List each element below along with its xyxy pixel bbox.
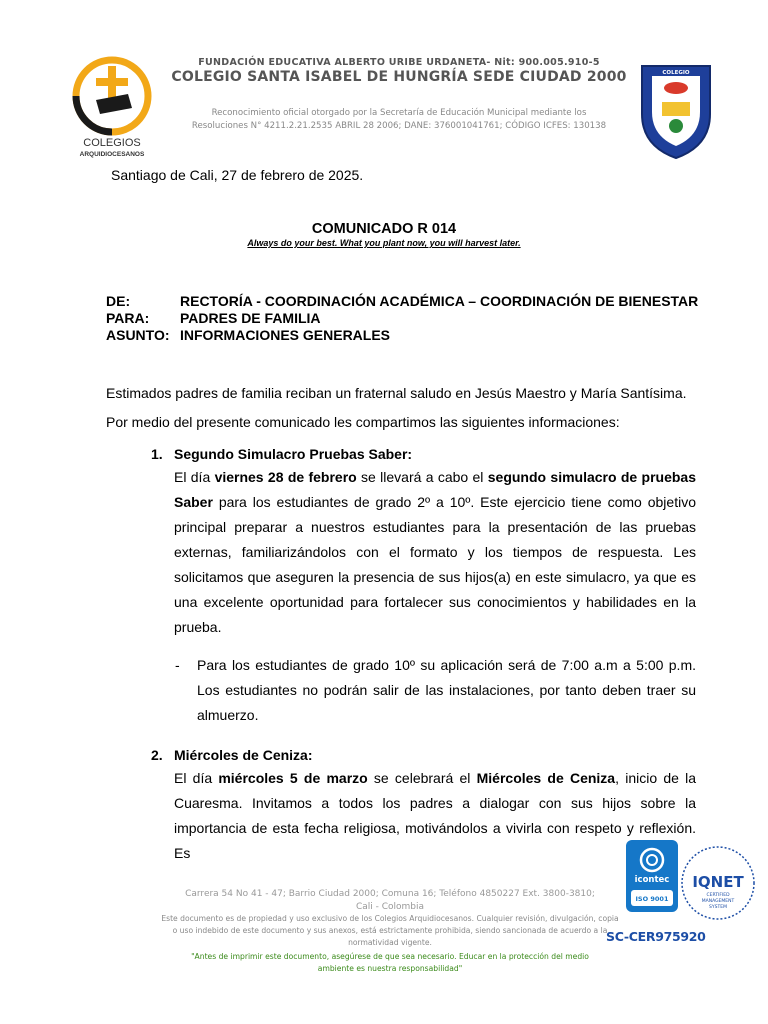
- colegios-arquidiocesanos-logo: [68, 56, 156, 160]
- iqnet-text: IQNET: [692, 873, 744, 891]
- foundation-line: FUNDACIÓN EDUCATIVA ALBERTO URIBE URDANETA- Nit: 900.005.910-5: [198, 57, 600, 68]
- meta-asunto-value: INFORMACIONES GENERALES: [180, 327, 391, 343]
- meta-de: [106, 293, 698, 309]
- footer-legal-line-3: normatividad vigente.: [348, 938, 432, 947]
- footer-address-line-1: Carrera 54 No 41 - 47; Barrio Ciudad 2000; Comuna 16; Teléfono 4850227 Ext. 3800-3810;: [185, 889, 595, 899]
- list-item-body: [174, 766, 696, 866]
- meta-para: [106, 310, 321, 326]
- recognition-text: [160, 107, 638, 133]
- footer-address: [160, 888, 620, 914]
- footer-legal-line-1: Este documento es de propiedad y uso exclusivo de los Colegios Arquidiocesanos. Cualquier revisión, divulgación, copia: [161, 914, 619, 923]
- footer-eco-line-1: "Antes de imprimir este documento, asegúrese de que sea necesario. Educar en la protección del medio: [191, 952, 589, 961]
- motto: Always do your best. What you plant now, you will harvest later.: [247, 238, 521, 248]
- bold-run: miércoles 5 de marzo: [218, 770, 368, 786]
- footer-eco-line-2: ambiente es nuestra responsabilidad": [317, 964, 463, 973]
- footer-legal: [160, 913, 620, 949]
- recognition-line-2: Resoluciones N° 4211.2.21.2535 ABRIL 28 2006; DANE: 376001041761; CÓDIGO ICFES: 130138: [191, 121, 607, 131]
- meta-de-value: RECTORÍA - COORDINACIÓN ACADÉMICA – COORDINACIÓN DE BIENESTAR: [180, 293, 699, 309]
- logo-text-1: COLEGIOS: [83, 137, 141, 149]
- meta-para-value: PADRES DE FAMILIA: [180, 310, 321, 326]
- iso-text: ISO 9001: [635, 895, 669, 903]
- greeting: Estimados padres de familia reciban un fraternal saludo en Jesús Maestro y María Santísima.: [106, 385, 687, 401]
- meta-de-label: DE:: [106, 293, 131, 309]
- bullet-dash: -: [175, 657, 180, 673]
- text-run: El día: [174, 770, 219, 786]
- icontec-text: icontec: [634, 875, 670, 885]
- list-item-title: [151, 446, 412, 462]
- text-run: se llevará a cabo el: [356, 469, 488, 485]
- footer-address-line-2: Cali - Colombia: [355, 902, 425, 912]
- meta-para-label: PARA:: [106, 310, 150, 326]
- meta-asunto-label: ASUNTO:: [106, 327, 170, 343]
- bold-run: segundo simulacro de pruebas Saber: [174, 469, 696, 510]
- text-run: para los estudiantes de grado 2º a 10º. Este ejercicio tiene como objetivo principal preparar a nuestros estudiantes para la presentación de las pruebas externas, familiarizándolos con el formato y los tiempos de respuesta. Les solicitamos que aseguren la presencia de sus hijos(a) en este simulacro, ya que es una excelente oportunidad para fortalecer sus conocimientos y habilidades en la prueba.: [174, 494, 696, 635]
- logo-text-2: ARQUIDIOCESANOS: [79, 151, 145, 158]
- bullet-text: Para los estudiantes de grado 10º su aplicación será de 7:00 a.m a 5:00 p.m. Los estudiantes no podrán salir de las instalaciones, por tanto deben traer su almuerzo.: [197, 657, 696, 723]
- list-item-number: 2.: [151, 747, 163, 763]
- school-shield-logo: [638, 58, 714, 162]
- iqnet-sub-2: MANAGEMENT: [701, 899, 735, 904]
- bold-run: Miércoles de Ceniza: [476, 770, 616, 786]
- document-title: COMUNICADO R 014: [311, 221, 457, 237]
- footer-legal-line-2: o uso indebido de este documento y sus anexos, está estrictamente prohibida, siendo sancionada de acuerdo a la: [172, 926, 608, 935]
- recognition-line-1: Reconocimiento oficial otorgado por la Secretaría de Educación Municipal mediante los: [211, 108, 587, 118]
- footer-eco-note: [160, 951, 620, 975]
- meta-asunto: [106, 327, 390, 343]
- text-run: se celebrará el: [367, 770, 477, 786]
- iqnet-sub-1: CERTIFIED: [706, 893, 730, 898]
- icontec-certification-logo: [626, 840, 678, 912]
- shield-text: COLEGIO: [662, 70, 690, 76]
- certificate-code: SC-CER975920: [606, 929, 706, 944]
- list-item-body: [174, 465, 696, 640]
- list-item-heading: Miércoles de Ceniza:: [174, 747, 313, 763]
- iqnet-sub-3: SYSTEM: [709, 905, 727, 910]
- place-date: Santiago de Cali, 27 de febrero de 2025.: [111, 167, 364, 183]
- bold-run: viernes 28 de febrero: [214, 469, 357, 485]
- iqnet-certification-logo: [678, 843, 758, 923]
- intro: Por medio del presente comunicado les compartimos las siguientes informaciones:: [106, 414, 620, 430]
- text-run: El día: [174, 469, 215, 485]
- list-item-number: 1.: [151, 446, 163, 462]
- list-item-heading: Segundo Simulacro Pruebas Saber:: [174, 446, 413, 462]
- text-run: , inicio de la Cuaresma. Invitamos a todos los padres a dialogar con sus hijos sobre la importancia de esta fecha religiosa, motivándolos a vivirla con respeto y reflexión. Es: [174, 770, 697, 861]
- school-name: COLEGIO SANTA ISABEL DE HUNGRÍA SEDE CIUDAD 2000: [171, 69, 627, 85]
- list-item-title: [151, 747, 313, 763]
